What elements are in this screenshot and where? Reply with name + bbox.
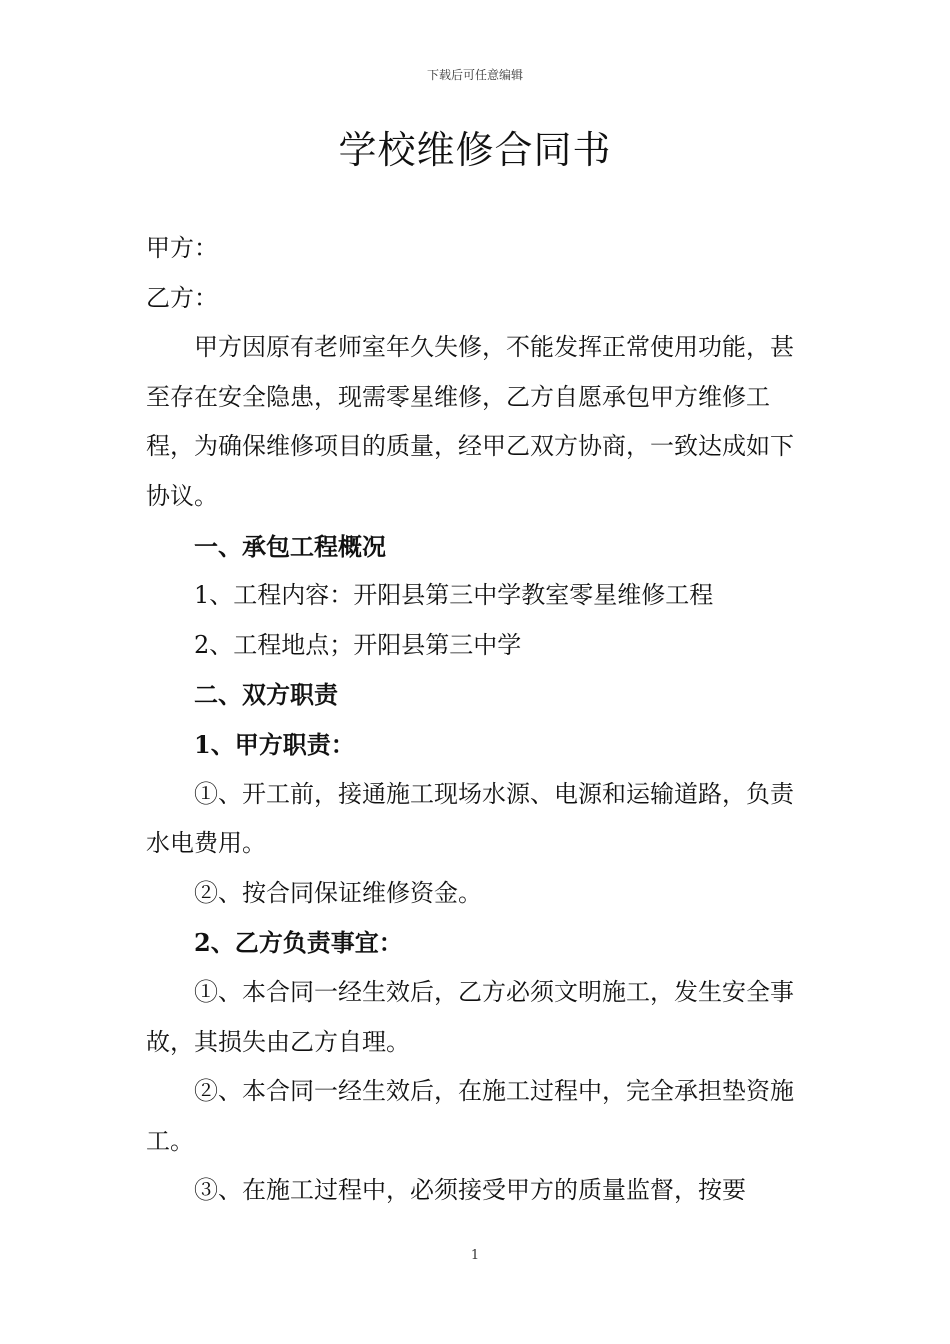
party-a-duty-2: ②、按合同保证维修资金。 xyxy=(194,878,482,907)
document-title: 学校维修合同书 xyxy=(338,128,612,172)
scope-item-location: 2、工程地点；开阳县第三中学 xyxy=(194,630,522,659)
subheading-party-b-duties: 2、乙方负责事宜： xyxy=(194,928,403,958)
party-b-duty-1: ①、本合同一经生效后，乙方必须文明施工，发生安全事故，其损失由乙方自理。 xyxy=(146,977,794,1056)
intro-paragraph: 甲方因原有老师室年久失修，不能发挥正常使用功能，甚至存在安全隐患，现需零星维修，乙方自愿承包甲方维修工程，为确保维修项目的质量，经甲乙双方协商，一致达成如下协议。 xyxy=(146,333,794,510)
party-a-duty-1: ①、开工前，接通施工现场水源、电源和运输道路，负责水电费用。 xyxy=(146,779,794,858)
party-b-duty-3: ③、在施工过程中，必须接受甲方的质量监督，按要 xyxy=(194,1176,746,1205)
party-b-duty-2: ②、本合同一经生效后，在施工过程中，完全承担垫资施工。 xyxy=(146,1077,794,1155)
section-heading-duties: 二、双方职责 xyxy=(194,680,338,710)
page-number: 1 xyxy=(470,1248,480,1263)
document-body xyxy=(146,224,812,1216)
party-b-line: 乙方： xyxy=(146,283,218,312)
party-a-line: 甲方： xyxy=(146,234,218,262)
header-note: 下载后可任意编辑 xyxy=(426,68,523,82)
scope-item-content: 1、工程内容：开阳县第三中学教室零星维修工程 xyxy=(194,581,714,610)
subheading-party-a-duties: 1、甲方职责： xyxy=(194,729,355,759)
section-heading-scope: 一、承包工程概况 xyxy=(194,531,386,561)
